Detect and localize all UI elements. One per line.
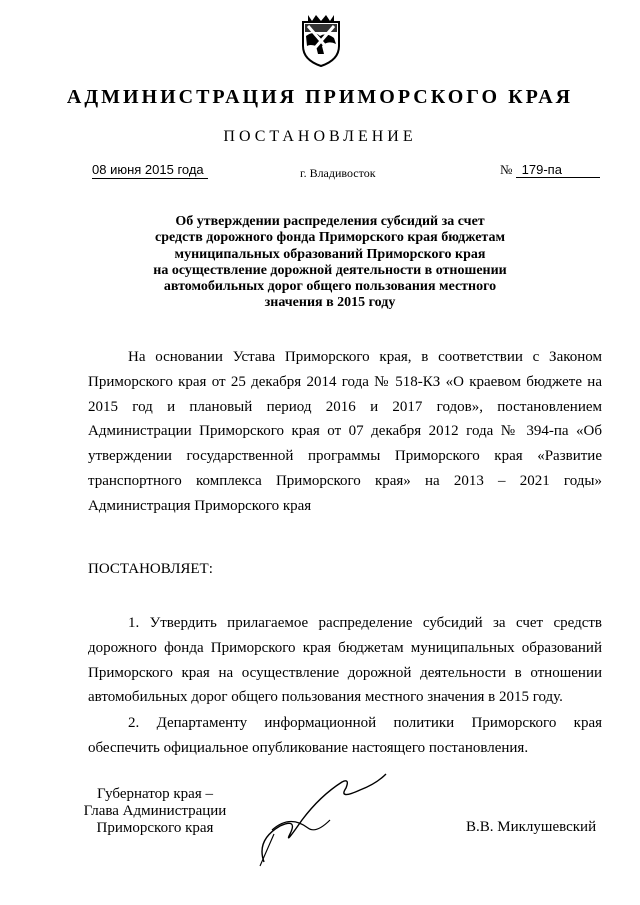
position-line: Губернатор края – xyxy=(97,786,213,802)
handwritten-signature xyxy=(250,770,390,870)
number-value: 179-па xyxy=(516,162,600,178)
position-line: Приморского края xyxy=(96,820,214,836)
signatory-name: В.В. Миклушевский xyxy=(466,819,597,835)
document-type: ПОСТАНОВЛЕНИЕ xyxy=(223,128,417,145)
title-line: Об утверждении распределения субсидий за счет xyxy=(175,214,485,229)
document-date: 08 июня 2015 года xyxy=(92,162,208,179)
resolution-item-1: 1. Утвердить прилагаемое распределение субсидий за счет средств дорожного фонда Приморского края бюджетам муниципальных образований Приморского края на осуществление дорожной деятельности в отношении автомобильных дорог общего пользования местного значения в 2015 году. xyxy=(88,615,602,706)
number-sign: № xyxy=(500,162,513,177)
title-line: муниципальных образований Приморского края xyxy=(174,246,486,262)
title-line: значения в 2015 году xyxy=(264,295,396,311)
title-line: средств дорожного фонда Приморского края бюджетам xyxy=(155,230,505,246)
title-line: автомобильных дорог общего пользования местного xyxy=(163,279,497,295)
document-city: г. Владивосток xyxy=(300,166,376,180)
document-number xyxy=(500,162,600,178)
organization-name: АДМИНИСТРАЦИЯ ПРИМОРСКОГО КРАЯ xyxy=(66,86,574,108)
coat-of-arms-emblem xyxy=(300,12,342,68)
document-title xyxy=(120,214,540,312)
title-line: на осуществление дорожной деятельности в отношении xyxy=(153,262,507,278)
position-line: Глава Администрации xyxy=(83,803,227,819)
resolves-heading: ПОСТАНОВЛЯЕТ: xyxy=(88,561,213,577)
resolution-item-2: 2. Департаменту информационной политики Приморского края обеспечить официальное опубликование настоящего постановления. xyxy=(88,715,602,756)
preamble-paragraph: На основании Устава Приморского края, в соответствии с Законом Приморского края от 25 декабря 2014 года № 518-КЗ «О краевом бюджете на 2015 год и плановый период 2016 и 2017 годов», постановлением Администрации Приморского края от 07 декабря 2012 года № 394-па «Об утверждении государственной программы Приморского края «Развитие транспортного комплекса Приморского края» на 2013 – 2021 годы» Администрация Приморского края xyxy=(88,349,602,514)
signatory-position xyxy=(60,786,250,837)
